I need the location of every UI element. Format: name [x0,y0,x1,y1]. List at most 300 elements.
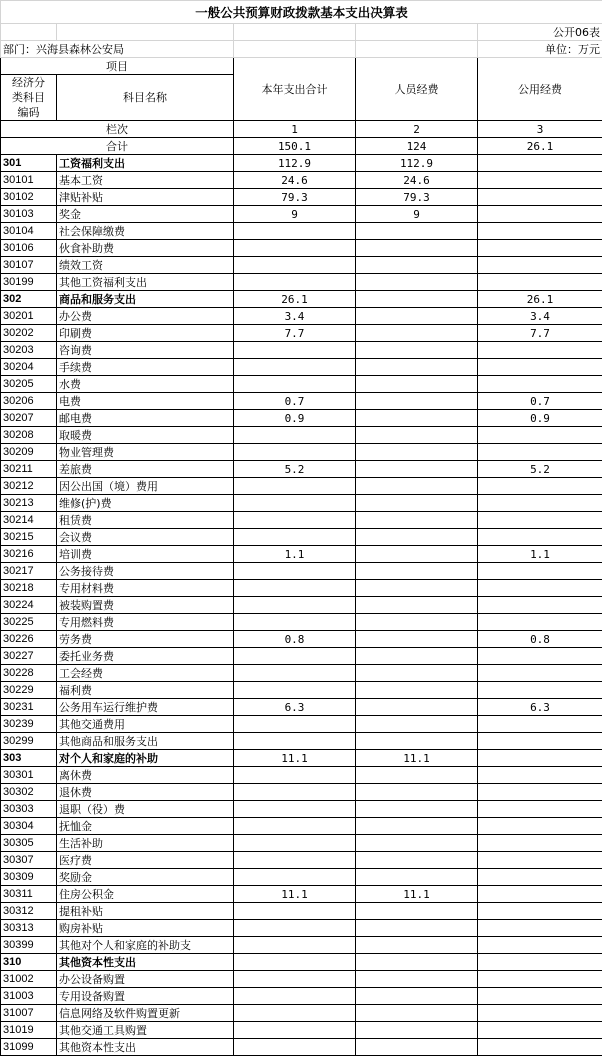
table-row [1,342,602,359]
row-code: 30301 [1,767,57,784]
row-personnel [356,478,478,495]
table-row [1,733,602,750]
table-row [1,529,602,546]
row-public [478,767,602,784]
row-total [234,1005,356,1022]
table-row [1,325,602,342]
row-personnel [356,563,478,580]
row-personnel: 112.9 [356,155,478,172]
row-code: 30227 [1,648,57,665]
row-public [478,903,602,920]
row-code: 310 [1,954,57,971]
table-row [1,971,602,988]
row-code: 31003 [1,988,57,1005]
sum-total: 150.1 [234,138,356,155]
header-econ-code-line-1: 经济分 [12,76,45,89]
row-total [234,971,356,988]
meta-row [1,41,602,58]
row-total [234,716,356,733]
row-total [234,257,356,274]
table-row [1,784,602,801]
header-econ-code-line-2: 类科目 [12,91,45,104]
row-name: 培训费 [57,546,234,563]
row-public: 1.1 [478,546,602,563]
row-personnel [356,733,478,750]
row-public [478,988,602,1005]
table-row [1,274,602,291]
row-code: 30103 [1,206,57,223]
row-name: 手续费 [57,359,234,376]
row-personnel: 79.3 [356,189,478,206]
row-public [478,1039,602,1056]
row-code: 30231 [1,699,57,716]
header-econ-code-line-3: 编码 [18,106,40,119]
row-personnel [356,257,478,274]
row-number-row [1,121,602,138]
row-public [478,342,602,359]
table-row [1,546,602,563]
row-name: 福利费 [57,682,234,699]
row-public [478,172,602,189]
table-row [1,189,602,206]
row-code: 30209 [1,444,57,461]
row-name: 咨询费 [57,342,234,359]
row-personnel [356,342,478,359]
row-public [478,359,602,376]
row-public [478,1022,602,1039]
row-personnel [356,665,478,682]
table-row [1,920,602,937]
row-public [478,189,602,206]
department-label: 部门：兴海县森林公安局 [1,41,234,58]
row-name: 专用材料费 [57,580,234,597]
table-row [1,852,602,869]
row-public [478,478,602,495]
row-code: 30104 [1,223,57,240]
row-personnel [356,988,478,1005]
row-code: 30206 [1,393,57,410]
table-row [1,393,602,410]
row-code: 30312 [1,903,57,920]
row-public [478,869,602,886]
row-label: 栏次 [1,121,234,138]
header-item: 项目 [1,58,234,75]
sum-public: 26.1 [478,138,602,155]
table-row [1,767,602,784]
table-row [1,665,602,682]
row-name: 医疗费 [57,852,234,869]
row-name: 津贴补贴 [57,189,234,206]
table-row [1,240,602,257]
row-code: 30309 [1,869,57,886]
row-name: 对个人和家庭的补助 [57,750,234,767]
row-personnel [356,1022,478,1039]
row-total [234,444,356,461]
row-public [478,818,602,835]
row-total [234,988,356,1005]
row-public: 0.9 [478,410,602,427]
row-personnel [356,869,478,886]
row-public [478,240,602,257]
table-row [1,172,602,189]
row-name: 奖励金 [57,869,234,886]
row-personnel [356,648,478,665]
row-name: 办公费 [57,308,234,325]
row-code: 31002 [1,971,57,988]
row-code: 30304 [1,818,57,835]
row-personnel [356,852,478,869]
row-public [478,444,602,461]
table-row [1,223,602,240]
row-public [478,971,602,988]
row-public [478,801,602,818]
row-total: 26.1 [234,291,356,308]
row-personnel [356,461,478,478]
row-code: 30303 [1,801,57,818]
row-total [234,376,356,393]
table-row [1,461,602,478]
table-row [1,495,602,512]
row-total [234,427,356,444]
row-public [478,665,602,682]
row-name: 购房补贴 [57,920,234,937]
row-total [234,784,356,801]
table-row [1,869,602,886]
row-name: 提租补贴 [57,903,234,920]
row-total [234,818,356,835]
row-public [478,886,602,903]
row-total [234,512,356,529]
row-name: 专用燃料费 [57,614,234,631]
row-public [478,750,602,767]
table-row [1,699,602,716]
row-public [478,223,602,240]
header-col-personnel: 人员经费 [356,58,478,121]
row-name: 印刷费 [57,325,234,342]
table-row [1,580,602,597]
row-personnel [356,240,478,257]
row-personnel [356,699,478,716]
row-total: 112.9 [234,155,356,172]
row-public [478,920,602,937]
row-public [478,954,602,971]
row-personnel [356,801,478,818]
row-code: 30215 [1,529,57,546]
row-personnel [356,376,478,393]
row-code: 30399 [1,937,57,954]
table-row [1,988,602,1005]
row-code: 30307 [1,852,57,869]
table-row [1,886,602,903]
row-public [478,648,602,665]
table-row [1,427,602,444]
header-row-1 [1,58,602,75]
row-total: 1.1 [234,546,356,563]
row-total [234,903,356,920]
row-name: 因公出国（境）费用 [57,478,234,495]
row-code: 30226 [1,631,57,648]
row-code: 30212 [1,478,57,495]
row-name: 社会保障缴费 [57,223,234,240]
row-total: 7.7 [234,325,356,342]
page-title: 一般公共预算财政拨款基本支出决算表 [1,1,602,24]
row-code: 30228 [1,665,57,682]
header-econ-code [1,75,57,121]
row-total [234,920,356,937]
row-personnel [356,937,478,954]
row-total: 11.1 [234,886,356,903]
row-code: 31007 [1,1005,57,1022]
row-code: 30229 [1,682,57,699]
table-row [1,818,602,835]
row-public: 7.7 [478,325,602,342]
row-name: 邮电费 [57,410,234,427]
table-row [1,410,602,427]
row-name: 绩效工资 [57,257,234,274]
row-name: 其他工资福利支出 [57,274,234,291]
row-public [478,155,602,172]
row-public [478,835,602,852]
row-code: 30225 [1,614,57,631]
header-col-total: 本年支出合计 [234,58,356,121]
row-code: 30199 [1,274,57,291]
row-public [478,563,602,580]
header-subject-name: 科目名称 [57,75,234,121]
row-total [234,478,356,495]
row-name: 物业管理费 [57,444,234,461]
row-personnel [356,359,478,376]
row-public [478,784,602,801]
col-number-2: 2 [356,121,478,138]
row-personnel [356,1039,478,1056]
row-personnel [356,784,478,801]
row-public: 5.2 [478,461,602,478]
row-name: 离休费 [57,767,234,784]
row-total: 9 [234,206,356,223]
col-number-3: 3 [478,121,602,138]
row-personnel [356,903,478,920]
row-total: 79.3 [234,189,356,206]
table-row [1,1022,602,1039]
table-row [1,648,602,665]
table-row [1,308,602,325]
row-total [234,869,356,886]
row-personnel [356,835,478,852]
row-personnel [356,410,478,427]
row-code: 30101 [1,172,57,189]
unit-label: 单位：万元 [478,41,602,58]
row-total: 3.4 [234,308,356,325]
row-code: 301 [1,155,57,172]
row-total [234,580,356,597]
row-total [234,495,356,512]
table-row [1,954,602,971]
row-total [234,937,356,954]
row-total: 11.1 [234,750,356,767]
row-total [234,648,356,665]
row-total [234,342,356,359]
row-total [234,274,356,291]
row-code: 30299 [1,733,57,750]
row-total [234,801,356,818]
row-public [478,1005,602,1022]
row-code: 30216 [1,546,57,563]
row-name: 住房公积金 [57,886,234,903]
row-public [478,716,602,733]
row-total: 0.8 [234,631,356,648]
table-row [1,631,602,648]
row-code: 30218 [1,580,57,597]
row-total [234,852,356,869]
row-code: 30102 [1,189,57,206]
row-personnel [356,444,478,461]
row-personnel [356,818,478,835]
row-name: 基本工资 [57,172,234,189]
row-name: 其他资本性支出 [57,954,234,971]
row-personnel [356,716,478,733]
row-personnel [356,682,478,699]
row-name: 电费 [57,393,234,410]
row-public: 0.7 [478,393,602,410]
row-name: 奖金 [57,206,234,223]
row-code: 31099 [1,1039,57,1056]
row-name: 其他商品和服务支出 [57,733,234,750]
row-total: 0.7 [234,393,356,410]
row-name: 其他对个人和家庭的补助支 [57,937,234,954]
row-total [234,223,356,240]
row-code: 30202 [1,325,57,342]
row-name: 商品和服务支出 [57,291,234,308]
row-total: 0.9 [234,410,356,427]
row-public: 0.8 [478,631,602,648]
row-total [234,733,356,750]
row-name: 公务接待费 [57,563,234,580]
row-name: 其他交通工具购置 [57,1022,234,1039]
row-personnel [356,325,478,342]
row-personnel [356,920,478,937]
row-name: 委托业务费 [57,648,234,665]
row-name: 差旅费 [57,461,234,478]
row-code: 30239 [1,716,57,733]
row-public [478,733,602,750]
row-personnel [356,223,478,240]
row-total [234,682,356,699]
row-code: 30311 [1,886,57,903]
row-personnel [356,631,478,648]
row-name: 取暖费 [57,427,234,444]
row-personnel [356,954,478,971]
table-row [1,206,602,223]
row-public [478,512,602,529]
row-total [234,835,356,852]
row-code: 30107 [1,257,57,274]
row-code: 30207 [1,410,57,427]
row-personnel [356,495,478,512]
row-name: 信息网络及软件购置更新 [57,1005,234,1022]
row-total [234,614,356,631]
row-public [478,580,602,597]
row-code: 30106 [1,240,57,257]
row-code: 30201 [1,308,57,325]
row-personnel [356,274,478,291]
row-public [478,376,602,393]
table-row [1,716,602,733]
row-personnel [356,512,478,529]
row-code: 30203 [1,342,57,359]
table-row [1,563,602,580]
row-personnel [356,767,478,784]
row-name: 生活补助 [57,835,234,852]
row-total [234,597,356,614]
table-row [1,614,602,631]
row-total [234,529,356,546]
row-name: 水费 [57,376,234,393]
table-row [1,1039,602,1056]
row-personnel [356,291,478,308]
row-personnel [356,308,478,325]
row-name: 伙食补助费 [57,240,234,257]
row-public [478,614,602,631]
row-total: 24.6 [234,172,356,189]
row-personnel [356,529,478,546]
row-public [478,682,602,699]
sum-row [1,138,602,155]
row-name: 其他资本性支出 [57,1039,234,1056]
row-total [234,767,356,784]
table-row [1,512,602,529]
row-public [478,495,602,512]
title-row [1,1,602,24]
row-code: 30313 [1,920,57,937]
row-name: 退休费 [57,784,234,801]
row-total [234,240,356,257]
table-row [1,1005,602,1022]
row-personnel [356,580,478,597]
sum-personnel: 124 [356,138,478,155]
row-name: 租赁费 [57,512,234,529]
table-row [1,291,602,308]
row-code: 30211 [1,461,57,478]
row-code: 30305 [1,835,57,852]
row-code: 30205 [1,376,57,393]
table-row [1,257,602,274]
row-total [234,359,356,376]
row-code: 302 [1,291,57,308]
row-code: 30224 [1,597,57,614]
row-name: 维修(护)费 [57,495,234,512]
table-row [1,155,602,172]
table-row [1,359,602,376]
row-public [478,852,602,869]
col-number-1: 1 [234,121,356,138]
row-public [478,257,602,274]
row-name: 工会经费 [57,665,234,682]
row-personnel [356,597,478,614]
row-public [478,427,602,444]
row-name: 公务用车运行维护费 [57,699,234,716]
row-personnel [356,1005,478,1022]
table-row [1,801,602,818]
row-name: 抚恤金 [57,818,234,835]
table-row [1,478,602,495]
row-personnel [356,614,478,631]
row-personnel: 24.6 [356,172,478,189]
row-personnel [356,971,478,988]
row-code: 30214 [1,512,57,529]
table-row [1,903,602,920]
row-personnel: 11.1 [356,886,478,903]
row-name: 工资福利支出 [57,155,234,172]
